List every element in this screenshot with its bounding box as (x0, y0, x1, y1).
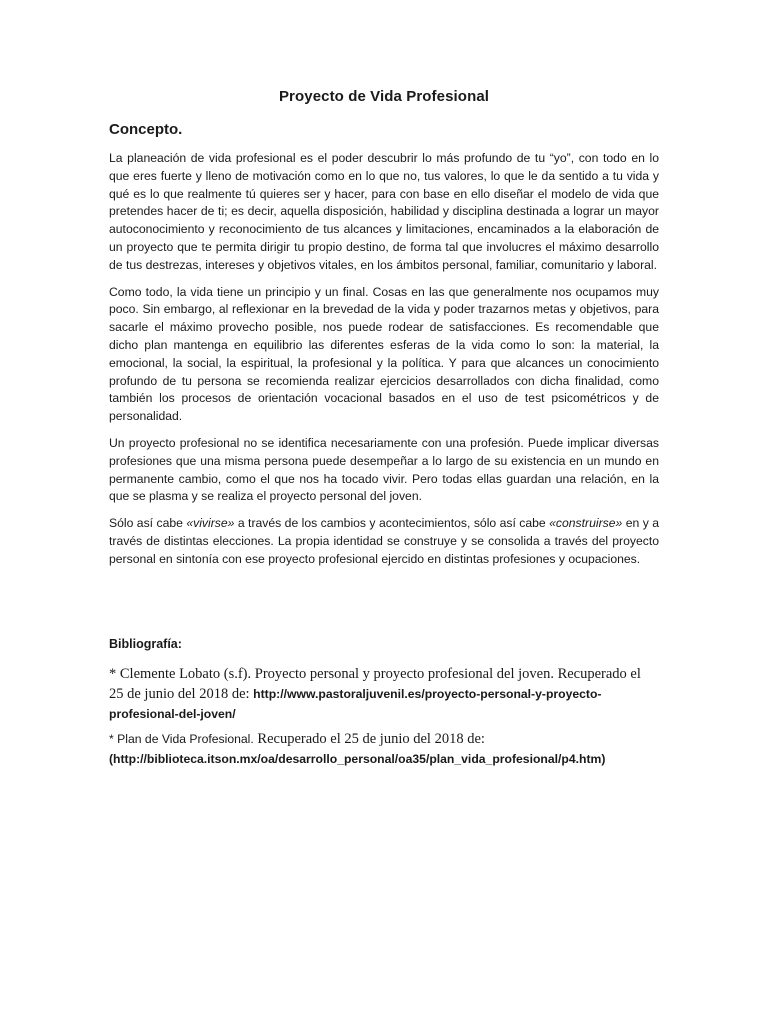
bibliography-entry-2 (109, 729, 659, 769)
paragraph-1: La planeación de vida profesional es el poder descubrir lo más profundo de tu “yo”, con todo en lo que eres fuerte y lleno de motivación como en lo que no, tus valores, lo que le da sentido a tu vida y qué es lo que realmente tú quieres ser y hacer, para con base en ello diseñar el modelo de vida que pretendes hacer de ti; es decir, aquella disposición, habilidad y disciplina destinada a lograr un mayor autoconocimiento y reconocimiento de tus alcances y limitaciones, encaminados a la elaboración de un proyecto que te permita dirigir tu propio destino, de forma tal que involucres el máximo desarrollo de tus destrezas, intereses y objetivos vitales, en los ámbitos personal, familiar, comunitario y laboral. (109, 151, 659, 272)
paragraph-3: Un proyecto profesional no se identifica necesariamente con una profesión. Puede implicar diversas profesiones que una misma persona puede desempeñar a lo largo de su existencia en un mundo en permanente cambio, como el que nos ha tocado vivir. Pero todas ellas guardan una relación, en la que se plasma y se realiza el proyecto personal del joven. (109, 435, 659, 504)
bibliography-entry-2-bullet: * (109, 732, 118, 746)
paragraph-4-text-1: Sólo así cabe (109, 516, 187, 531)
paragraph-4-text-2: a través de los cambios y acontecimientos, sólo así cabe (234, 516, 550, 531)
paragraph-4 (109, 515, 659, 568)
page-title: Proyecto de Vida Profesional (278, 88, 490, 105)
bibliography-entry-1 (109, 664, 659, 724)
bibliography-heading: Bibliografía: (109, 637, 182, 651)
section-heading: Concepto. (109, 121, 183, 138)
paragraph-4-emphasis-2: «construirse» (549, 516, 623, 531)
paragraph-4-emphasis-1: «vivirse» (186, 516, 235, 531)
document-body (109, 150, 659, 578)
paragraph-4-text-3: en y a través de distintas elecciones. La propia identidad se construye y se consolida a través del proyecto personal en sintonía con ese proyecto profesional ejercido en distintas profesiones y ocupaciones. (109, 516, 659, 566)
paragraph-2: Como todo, la vida tiene un principio y un final. Cosas en las que generalmente nos ocupamos muy poco. Sin embargo, al reflexionar en la brevedad de la vida y poder trazarnos metas y objetivos, para sacarle el máximo provecho posible, nos puede rodear de satisfacciones. Es recomendable que dicho plan mantenga en equilibrio las diferentes esferas de la vida como lo son: la material, la emocional, la social, la espiritual, la profesional y la política. Y para que alcances un conocimiento profundo de tu persona se recomienda realizar ejercicios desarrollados con dicha finalidad, como también los procesos de orientación vocacional basados en el uso de test psicométricos y de personalidad. (109, 284, 659, 424)
bibliography-entry-1-text: * Clemente Lobato (s.f). Proyecto personal y proyecto profesional del joven. Recuperado el 25 de junio del 2018 de: (109, 666, 641, 702)
bibliography-entry-2-link[interactable]: (http://biblioteca.itson.mx/oa/desarrollo_personal/oa35/plan_vida_profesional/p4.htm) (109, 752, 606, 766)
bibliography-entry-2-title: Plan de Vida Profesional. (117, 732, 254, 746)
bibliography-entry-1-link[interactable]: http://www.pastoraljuvenil.es/proyecto-personal-y-proyecto-profesional-del-joven/ (109, 687, 602, 721)
bibliography-entry-2-text: Recuperado el 25 de junio del 2018 de: (253, 731, 485, 747)
